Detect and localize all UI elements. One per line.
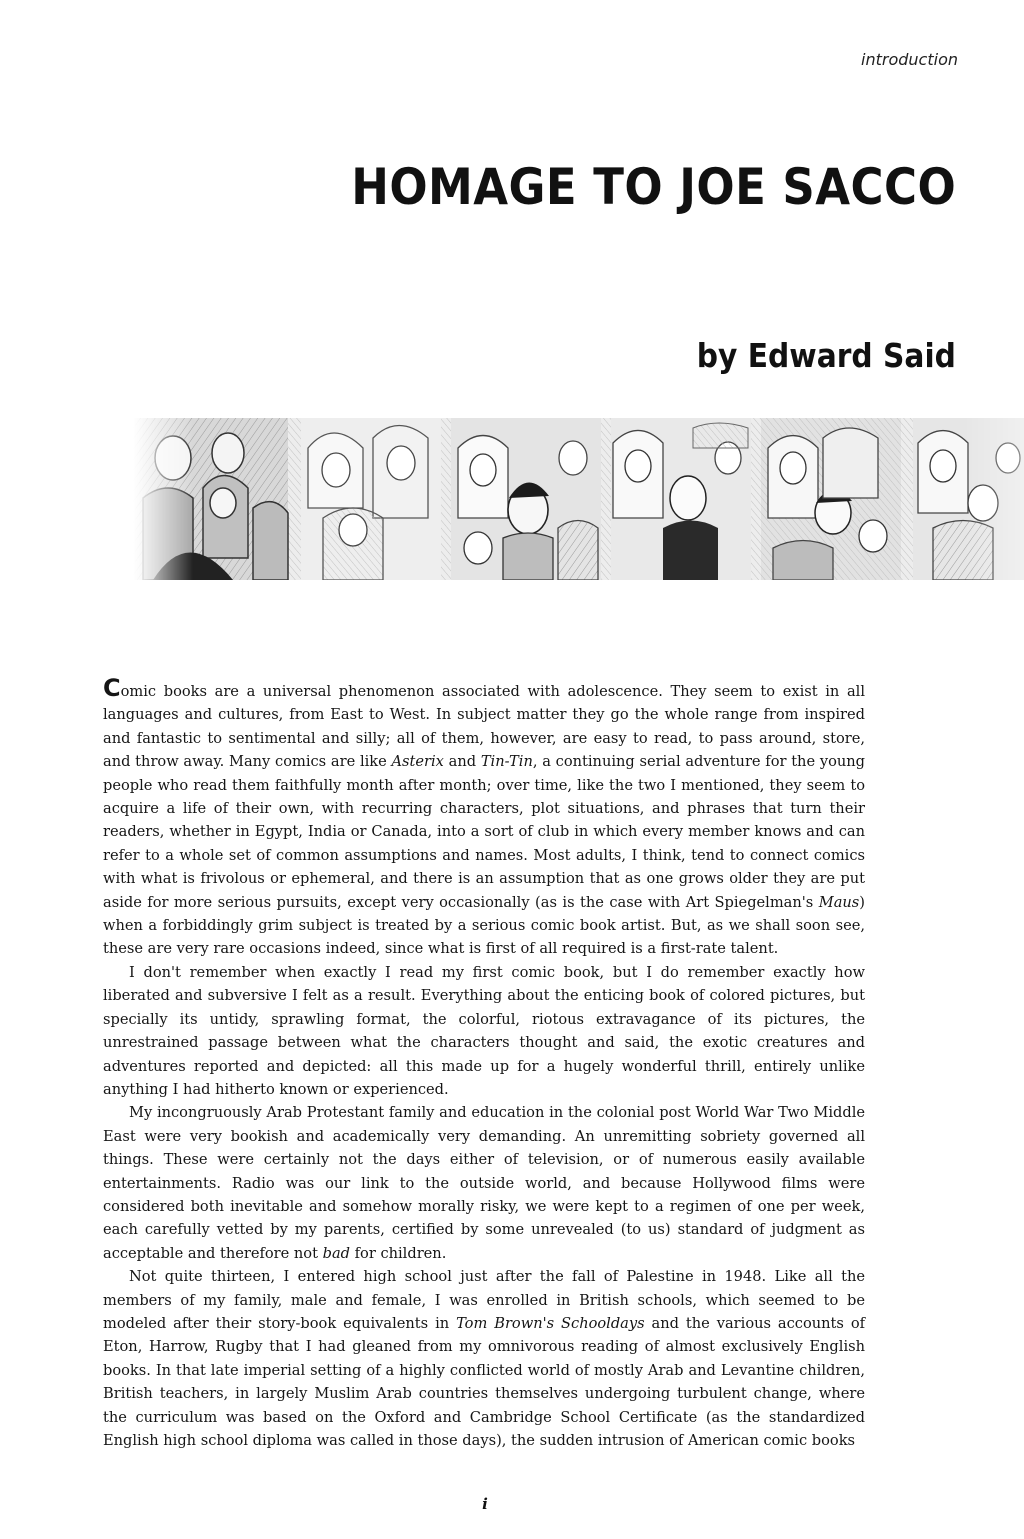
- article-body: [103, 674, 866, 1452]
- drop-cap: C: [103, 674, 121, 702]
- emphasis-bad: bad: [322, 1244, 350, 1262]
- title-asterix: Asterix: [391, 753, 444, 771]
- paragraph-1-text-a: omic books are a universal phenomenon associated with adolescence. They seem to exist in all languages and cultures, from East to West. In subject matter they go the whole range from inspired and fantastic to sentimental and silly; all of them, however, are easy to read, to pass around, store, and throw away. Many comics are like: [103, 683, 865, 771]
- title-maus: Maus: [818, 893, 860, 911]
- paragraph-3-text-b: for children.: [350, 1244, 447, 1262]
- title-tintin: Tin-Tin: [480, 753, 533, 771]
- title-tom-brown: Tom Brown's Schooldays: [456, 1314, 645, 1332]
- page-title: HOMAGE TO JOE SACCO: [351, 158, 956, 216]
- paragraph-4: [103, 1265, 865, 1452]
- page-number: i: [482, 1495, 488, 1513]
- paragraph-2: I don't remember when exactly I read my first comic book, but I do remember exactly how liberated and subversive I felt as a result. Everything about the enticing book of colored pictures, but specially its untidy, sprawling format, the colorful, riotous extravagance of its pictures, the unrestrained passage between what the characters thought and said, the exotic creatures and adventures reported and depicted: all this made up for a hugely wonderful thrill, entirely unlike anything I had hitherto known or experienced.: [103, 963, 865, 1098]
- paragraph-3: [103, 1101, 865, 1265]
- paragraph-3-text-a: My incongruously Arab Protestant family and education in the colonial post World War Two Middle East were very bookish and academically very demanding. An unremitting sobriety governed all things. These were certainly not the days either of television, or of numerous easily available entertainments. Radio was our link to the outside world, and because Hollywood films were considered both inevitable and somehow morally risky, we were kept to a regimen of one per week, each carefully vetted by my parents, certified by some unrevealed (to us) standard of judgment as acceptable and therefore not: [103, 1104, 865, 1262]
- paragraph-4-text-a: Not quite thirteen, I entered high school just after the fall of Palestine in 1948. Like all the members of my family, male and female, I was enrolled in British schools, which seemed to be modeled after their story-book equivalents in: [103, 1268, 865, 1332]
- paragraph-4-text-b: and the various accounts of Eton, Harrow, Rugby that I had gleaned from my omnivorous reading of almost exclusively English books. In that late imperial setting of a highly conflicted world of mostly Arab and Levantine children, British teachers, in largely Muslim Arab countries themselves undergoing turbulent change, where the curriculum was based on the Oxford and Cambridge School Certificate (as the standardized English high school diploma was called in those days), the sudden intrusion of American comic books: [103, 1314, 866, 1449]
- comic-crowd-illustration: [133, 418, 1024, 580]
- paragraph-1-text-d: ) when a forbiddingly grim subject is treated by a serious comic book artist. But, as we shall soon see, these are very rare occasions indeed, since what is first of all required is a first-rate talent.: [103, 893, 865, 958]
- author-byline: by Edward Said: [696, 336, 956, 375]
- paragraph-1: [103, 674, 866, 961]
- paragraph-1-text-c: , a continuing serial adventure for the young people who read them faithfully month after month; over time, like the two I mentioned, they seem to acquire a life of their own, with recurring characters, plot situations, and phrases that turn their readers, whether in Egypt, India or Canada, into a sort of club in which every member knows and can refer to a whole set of common assumptions and names. Most adults, I think, tend to connect comics with what is frivolous or ephemeral, and there is an assumption that as one grows older they are put aside for more serious pursuits, except very occasionally (as is the case with Art Spiegelman's: [103, 753, 866, 911]
- paragraph-1-text-b: and: [443, 753, 481, 771]
- section-label: introduction: [861, 50, 958, 69]
